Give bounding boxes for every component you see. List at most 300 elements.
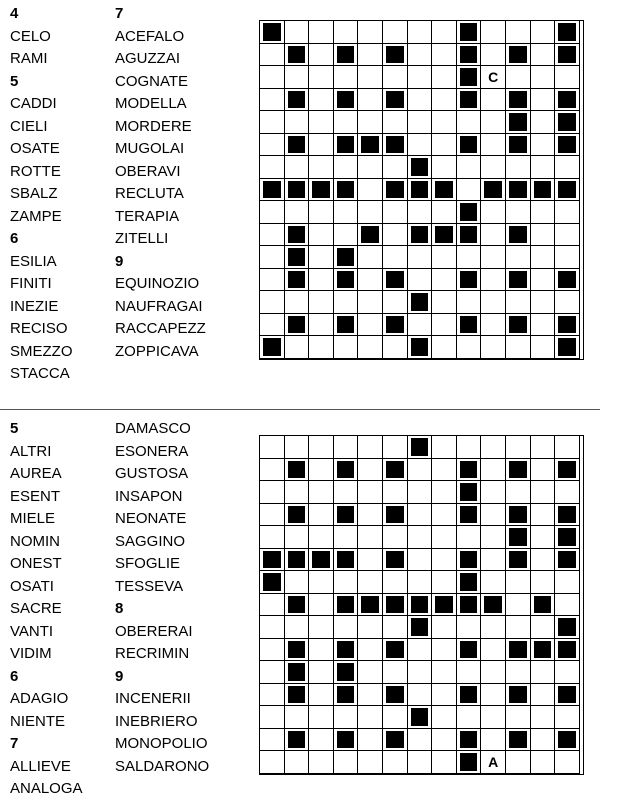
empty-cell[interactable]: [285, 706, 310, 729]
empty-cell[interactable]: [358, 111, 383, 134]
empty-cell[interactable]: [260, 639, 285, 662]
black-cell[interactable]: [285, 44, 310, 67]
black-cell[interactable]: [506, 269, 531, 292]
empty-cell[interactable]: [506, 571, 531, 594]
black-cell[interactable]: [285, 269, 310, 292]
empty-cell[interactable]: [481, 616, 506, 639]
empty-cell[interactable]: [309, 751, 334, 774]
black-cell[interactable]: [555, 526, 580, 549]
empty-cell[interactable]: [309, 336, 334, 359]
black-cell[interactable]: [260, 179, 285, 202]
empty-cell[interactable]: [309, 639, 334, 662]
empty-cell[interactable]: [531, 481, 556, 504]
empty-cell[interactable]: [481, 549, 506, 572]
empty-cell[interactable]: [408, 504, 433, 527]
empty-cell[interactable]: [260, 751, 285, 774]
empty-cell[interactable]: [309, 291, 334, 314]
empty-cell[interactable]: [309, 134, 334, 157]
empty-cell[interactable]: [358, 21, 383, 44]
black-cell[interactable]: [334, 246, 359, 269]
empty-cell[interactable]: [555, 246, 580, 269]
black-cell[interactable]: [383, 729, 408, 752]
empty-cell[interactable]: [432, 616, 457, 639]
empty-cell[interactable]: [383, 661, 408, 684]
empty-cell[interactable]: [260, 314, 285, 337]
black-cell[interactable]: [457, 729, 482, 752]
black-cell[interactable]: [260, 571, 285, 594]
black-cell[interactable]: [285, 549, 310, 572]
empty-cell[interactable]: [334, 706, 359, 729]
empty-cell[interactable]: [358, 246, 383, 269]
black-cell[interactable]: [408, 336, 433, 359]
empty-cell[interactable]: [260, 111, 285, 134]
black-cell[interactable]: [358, 594, 383, 617]
empty-cell[interactable]: [506, 594, 531, 617]
empty-cell[interactable]: [457, 706, 482, 729]
empty-cell[interactable]: [555, 661, 580, 684]
empty-cell[interactable]: [555, 436, 580, 459]
empty-cell[interactable]: [432, 291, 457, 314]
black-cell[interactable]: [383, 594, 408, 617]
empty-cell[interactable]: [260, 134, 285, 157]
black-cell[interactable]: [285, 729, 310, 752]
empty-cell[interactable]: [334, 481, 359, 504]
empty-cell[interactable]: [260, 729, 285, 752]
empty-cell[interactable]: [260, 156, 285, 179]
black-cell[interactable]: [334, 549, 359, 572]
black-cell[interactable]: [383, 179, 408, 202]
empty-cell[interactable]: [309, 269, 334, 292]
empty-cell[interactable]: [531, 504, 556, 527]
empty-cell[interactable]: [383, 751, 408, 774]
empty-cell[interactable]: [481, 111, 506, 134]
empty-cell[interactable]: [260, 504, 285, 527]
empty-cell[interactable]: [358, 526, 383, 549]
empty-cell[interactable]: [309, 201, 334, 224]
empty-cell[interactable]: [358, 729, 383, 752]
empty-cell[interactable]: [506, 336, 531, 359]
empty-cell[interactable]: [309, 44, 334, 67]
empty-cell[interactable]: [309, 616, 334, 639]
black-cell[interactable]: [457, 21, 482, 44]
empty-cell[interactable]: [506, 751, 531, 774]
black-cell[interactable]: [531, 594, 556, 617]
empty-cell[interactable]: [358, 336, 383, 359]
black-cell[interactable]: [383, 89, 408, 112]
black-cell[interactable]: [555, 684, 580, 707]
empty-cell[interactable]: [531, 111, 556, 134]
empty-cell[interactable]: [432, 684, 457, 707]
empty-cell[interactable]: [432, 66, 457, 89]
black-cell[interactable]: [285, 504, 310, 527]
empty-cell[interactable]: [260, 594, 285, 617]
black-cell[interactable]: [457, 684, 482, 707]
empty-cell[interactable]: [481, 246, 506, 269]
empty-cell[interactable]: [383, 336, 408, 359]
empty-cell[interactable]: [555, 291, 580, 314]
empty-cell[interactable]: [506, 21, 531, 44]
empty-cell[interactable]: [309, 111, 334, 134]
black-cell[interactable]: [260, 549, 285, 572]
black-cell[interactable]: [285, 246, 310, 269]
empty-cell[interactable]: [383, 526, 408, 549]
black-cell[interactable]: [260, 21, 285, 44]
empty-cell[interactable]: [531, 336, 556, 359]
black-cell[interactable]: [383, 269, 408, 292]
empty-cell[interactable]: [555, 481, 580, 504]
empty-cell[interactable]: [309, 459, 334, 482]
empty-cell[interactable]: [531, 729, 556, 752]
empty-cell[interactable]: [358, 269, 383, 292]
empty-cell[interactable]: [285, 111, 310, 134]
empty-cell[interactable]: [457, 179, 482, 202]
black-cell[interactable]: [457, 224, 482, 247]
empty-cell[interactable]: [383, 436, 408, 459]
empty-cell[interactable]: [309, 436, 334, 459]
empty-cell[interactable]: [531, 616, 556, 639]
empty-cell[interactable]: [260, 706, 285, 729]
empty-cell[interactable]: [408, 44, 433, 67]
empty-cell[interactable]: [481, 684, 506, 707]
black-cell[interactable]: [506, 526, 531, 549]
empty-cell[interactable]: [531, 314, 556, 337]
empty-cell[interactable]: [531, 549, 556, 572]
black-cell[interactable]: [408, 594, 433, 617]
black-cell[interactable]: [457, 571, 482, 594]
empty-cell[interactable]: [481, 481, 506, 504]
empty-cell[interactable]: [506, 156, 531, 179]
black-cell[interactable]: [506, 549, 531, 572]
empty-cell[interactable]: [481, 571, 506, 594]
black-cell[interactable]: [408, 224, 433, 247]
black-cell[interactable]: [506, 729, 531, 752]
empty-cell[interactable]: [457, 616, 482, 639]
empty-cell[interactable]: [260, 436, 285, 459]
black-cell[interactable]: [285, 639, 310, 662]
black-cell[interactable]: [383, 504, 408, 527]
empty-cell[interactable]: [309, 481, 334, 504]
black-cell[interactable]: [432, 179, 457, 202]
empty-cell[interactable]: [531, 201, 556, 224]
black-cell[interactable]: [555, 314, 580, 337]
empty-cell[interactable]: [309, 314, 334, 337]
empty-cell[interactable]: [531, 246, 556, 269]
empty-cell[interactable]: [555, 571, 580, 594]
black-cell[interactable]: [334, 684, 359, 707]
empty-cell[interactable]: [506, 246, 531, 269]
black-cell[interactable]: [457, 504, 482, 527]
empty-cell[interactable]: [358, 89, 383, 112]
black-cell[interactable]: [408, 291, 433, 314]
black-cell[interactable]: [555, 549, 580, 572]
black-cell[interactable]: [383, 314, 408, 337]
empty-cell[interactable]: [358, 504, 383, 527]
empty-cell[interactable]: [531, 21, 556, 44]
black-cell[interactable]: [506, 459, 531, 482]
black-cell[interactable]: [555, 639, 580, 662]
empty-cell[interactable]: [285, 481, 310, 504]
empty-cell[interactable]: [506, 291, 531, 314]
black-cell[interactable]: [506, 179, 531, 202]
empty-cell[interactable]: [408, 751, 433, 774]
black-cell[interactable]: [555, 44, 580, 67]
black-cell[interactable]: [555, 111, 580, 134]
black-cell[interactable]: [334, 594, 359, 617]
empty-cell[interactable]: [481, 314, 506, 337]
empty-cell[interactable]: [555, 224, 580, 247]
empty-cell[interactable]: [358, 44, 383, 67]
black-cell[interactable]: [555, 729, 580, 752]
empty-cell[interactable]: [358, 751, 383, 774]
empty-cell[interactable]: [260, 661, 285, 684]
empty-cell[interactable]: [260, 459, 285, 482]
empty-cell[interactable]: [531, 459, 556, 482]
empty-cell[interactable]: [408, 571, 433, 594]
black-cell[interactable]: [260, 336, 285, 359]
black-cell[interactable]: [358, 224, 383, 247]
empty-cell[interactable]: [285, 436, 310, 459]
black-cell[interactable]: [555, 21, 580, 44]
empty-cell[interactable]: [457, 246, 482, 269]
empty-cell[interactable]: [432, 336, 457, 359]
empty-cell[interactable]: [481, 21, 506, 44]
empty-cell[interactable]: [260, 616, 285, 639]
empty-cell[interactable]: [309, 246, 334, 269]
black-cell[interactable]: [334, 639, 359, 662]
empty-cell[interactable]: [358, 156, 383, 179]
empty-cell[interactable]: [358, 179, 383, 202]
black-cell[interactable]: [457, 459, 482, 482]
empty-cell[interactable]: [260, 89, 285, 112]
empty-cell[interactable]: [285, 156, 310, 179]
empty-cell[interactable]: [358, 571, 383, 594]
empty-cell[interactable]: [383, 616, 408, 639]
empty-cell[interactable]: [432, 134, 457, 157]
empty-cell[interactable]: [383, 246, 408, 269]
empty-cell[interactable]: [481, 504, 506, 527]
empty-cell[interactable]: [383, 571, 408, 594]
empty-cell[interactable]: [531, 156, 556, 179]
empty-cell[interactable]: [531, 661, 556, 684]
empty-cell[interactable]: [531, 66, 556, 89]
black-cell[interactable]: [457, 751, 482, 774]
black-cell[interactable]: [531, 639, 556, 662]
empty-cell[interactable]: [334, 436, 359, 459]
empty-cell[interactable]: [383, 224, 408, 247]
empty-cell[interactable]: [481, 336, 506, 359]
black-cell[interactable]: [383, 684, 408, 707]
empty-cell[interactable]: [432, 661, 457, 684]
empty-cell[interactable]: [309, 661, 334, 684]
empty-cell[interactable]: [383, 66, 408, 89]
empty-cell[interactable]: [383, 291, 408, 314]
empty-cell[interactable]: [457, 436, 482, 459]
empty-cell[interactable]: [334, 156, 359, 179]
empty-cell[interactable]: [358, 201, 383, 224]
empty-cell[interactable]: [432, 44, 457, 67]
empty-cell[interactable]: [432, 436, 457, 459]
empty-cell[interactable]: [260, 66, 285, 89]
empty-cell[interactable]: [531, 436, 556, 459]
black-cell[interactable]: [383, 639, 408, 662]
empty-cell[interactable]: [408, 526, 433, 549]
empty-cell[interactable]: [432, 201, 457, 224]
empty-cell[interactable]: [481, 291, 506, 314]
empty-cell[interactable]: [555, 751, 580, 774]
black-cell[interactable]: [309, 549, 334, 572]
empty-cell[interactable]: [309, 594, 334, 617]
empty-cell[interactable]: [408, 639, 433, 662]
empty-cell[interactable]: [309, 156, 334, 179]
empty-cell[interactable]: [481, 639, 506, 662]
black-cell[interactable]: [555, 269, 580, 292]
empty-cell[interactable]: [432, 706, 457, 729]
empty-cell[interactable]: [506, 201, 531, 224]
empty-cell[interactable]: [457, 111, 482, 134]
black-cell[interactable]: [285, 661, 310, 684]
black-cell[interactable]: [457, 639, 482, 662]
empty-cell[interactable]: [358, 684, 383, 707]
black-cell[interactable]: [506, 684, 531, 707]
black-cell[interactable]: [408, 706, 433, 729]
empty-cell[interactable]: [260, 269, 285, 292]
empty-cell[interactable]: [408, 66, 433, 89]
empty-cell[interactable]: [432, 314, 457, 337]
black-cell[interactable]: [555, 459, 580, 482]
empty-cell[interactable]: [309, 729, 334, 752]
empty-cell[interactable]: [408, 459, 433, 482]
empty-cell[interactable]: [334, 21, 359, 44]
empty-cell[interactable]: [358, 616, 383, 639]
empty-cell[interactable]: [432, 459, 457, 482]
empty-cell[interactable]: [358, 314, 383, 337]
empty-cell[interactable]: [408, 269, 433, 292]
black-cell[interactable]: [408, 179, 433, 202]
empty-cell[interactable]: [285, 616, 310, 639]
empty-cell[interactable]: [309, 21, 334, 44]
empty-cell[interactable]: [531, 751, 556, 774]
empty-cell[interactable]: [432, 549, 457, 572]
black-cell[interactable]: [457, 269, 482, 292]
black-cell[interactable]: [457, 134, 482, 157]
letter-cell[interactable]: [481, 751, 506, 774]
black-cell[interactable]: [555, 336, 580, 359]
black-cell[interactable]: [334, 314, 359, 337]
empty-cell[interactable]: [309, 684, 334, 707]
empty-cell[interactable]: [432, 504, 457, 527]
empty-cell[interactable]: [260, 481, 285, 504]
black-cell[interactable]: [506, 44, 531, 67]
empty-cell[interactable]: [260, 246, 285, 269]
empty-cell[interactable]: [383, 156, 408, 179]
black-cell[interactable]: [334, 459, 359, 482]
empty-cell[interactable]: [432, 751, 457, 774]
empty-cell[interactable]: [309, 504, 334, 527]
empty-cell[interactable]: [260, 684, 285, 707]
empty-cell[interactable]: [481, 201, 506, 224]
empty-cell[interactable]: [531, 571, 556, 594]
black-cell[interactable]: [457, 481, 482, 504]
black-cell[interactable]: [531, 179, 556, 202]
empty-cell[interactable]: [408, 729, 433, 752]
empty-cell[interactable]: [408, 89, 433, 112]
empty-cell[interactable]: [334, 224, 359, 247]
empty-cell[interactable]: [285, 21, 310, 44]
empty-cell[interactable]: [309, 224, 334, 247]
empty-cell[interactable]: [334, 616, 359, 639]
empty-cell[interactable]: [555, 201, 580, 224]
black-cell[interactable]: [555, 89, 580, 112]
empty-cell[interactable]: [309, 706, 334, 729]
empty-cell[interactable]: [531, 44, 556, 67]
empty-cell[interactable]: [408, 661, 433, 684]
empty-cell[interactable]: [334, 526, 359, 549]
empty-cell[interactable]: [260, 44, 285, 67]
empty-cell[interactable]: [358, 66, 383, 89]
black-cell[interactable]: [334, 89, 359, 112]
empty-cell[interactable]: [481, 526, 506, 549]
empty-cell[interactable]: [309, 526, 334, 549]
empty-cell[interactable]: [334, 571, 359, 594]
empty-cell[interactable]: [334, 336, 359, 359]
empty-cell[interactable]: [309, 89, 334, 112]
empty-cell[interactable]: [457, 291, 482, 314]
black-cell[interactable]: [457, 549, 482, 572]
empty-cell[interactable]: [432, 21, 457, 44]
empty-cell[interactable]: [531, 89, 556, 112]
black-cell[interactable]: [408, 616, 433, 639]
black-cell[interactable]: [334, 44, 359, 67]
black-cell[interactable]: [285, 314, 310, 337]
black-cell[interactable]: [506, 134, 531, 157]
black-cell[interactable]: [506, 89, 531, 112]
empty-cell[interactable]: [432, 156, 457, 179]
black-cell[interactable]: [285, 684, 310, 707]
empty-cell[interactable]: [408, 111, 433, 134]
black-cell[interactable]: [506, 639, 531, 662]
empty-cell[interactable]: [408, 684, 433, 707]
black-cell[interactable]: [555, 134, 580, 157]
empty-cell[interactable]: [309, 66, 334, 89]
letter-cell[interactable]: [481, 66, 506, 89]
empty-cell[interactable]: [334, 291, 359, 314]
black-cell[interactable]: [481, 594, 506, 617]
black-cell[interactable]: [555, 179, 580, 202]
empty-cell[interactable]: [531, 526, 556, 549]
black-cell[interactable]: [555, 616, 580, 639]
empty-cell[interactable]: [481, 729, 506, 752]
empty-cell[interactable]: [334, 111, 359, 134]
empty-cell[interactable]: [334, 751, 359, 774]
black-cell[interactable]: [506, 504, 531, 527]
black-cell[interactable]: [383, 459, 408, 482]
empty-cell[interactable]: [358, 639, 383, 662]
empty-cell[interactable]: [358, 706, 383, 729]
empty-cell[interactable]: [481, 44, 506, 67]
empty-cell[interactable]: [285, 336, 310, 359]
black-cell[interactable]: [432, 224, 457, 247]
empty-cell[interactable]: [506, 436, 531, 459]
black-cell[interactable]: [457, 89, 482, 112]
empty-cell[interactable]: [481, 224, 506, 247]
empty-cell[interactable]: [285, 291, 310, 314]
empty-cell[interactable]: [260, 224, 285, 247]
black-cell[interactable]: [506, 111, 531, 134]
empty-cell[interactable]: [457, 661, 482, 684]
empty-cell[interactable]: [506, 661, 531, 684]
black-cell[interactable]: [285, 134, 310, 157]
black-cell[interactable]: [358, 134, 383, 157]
